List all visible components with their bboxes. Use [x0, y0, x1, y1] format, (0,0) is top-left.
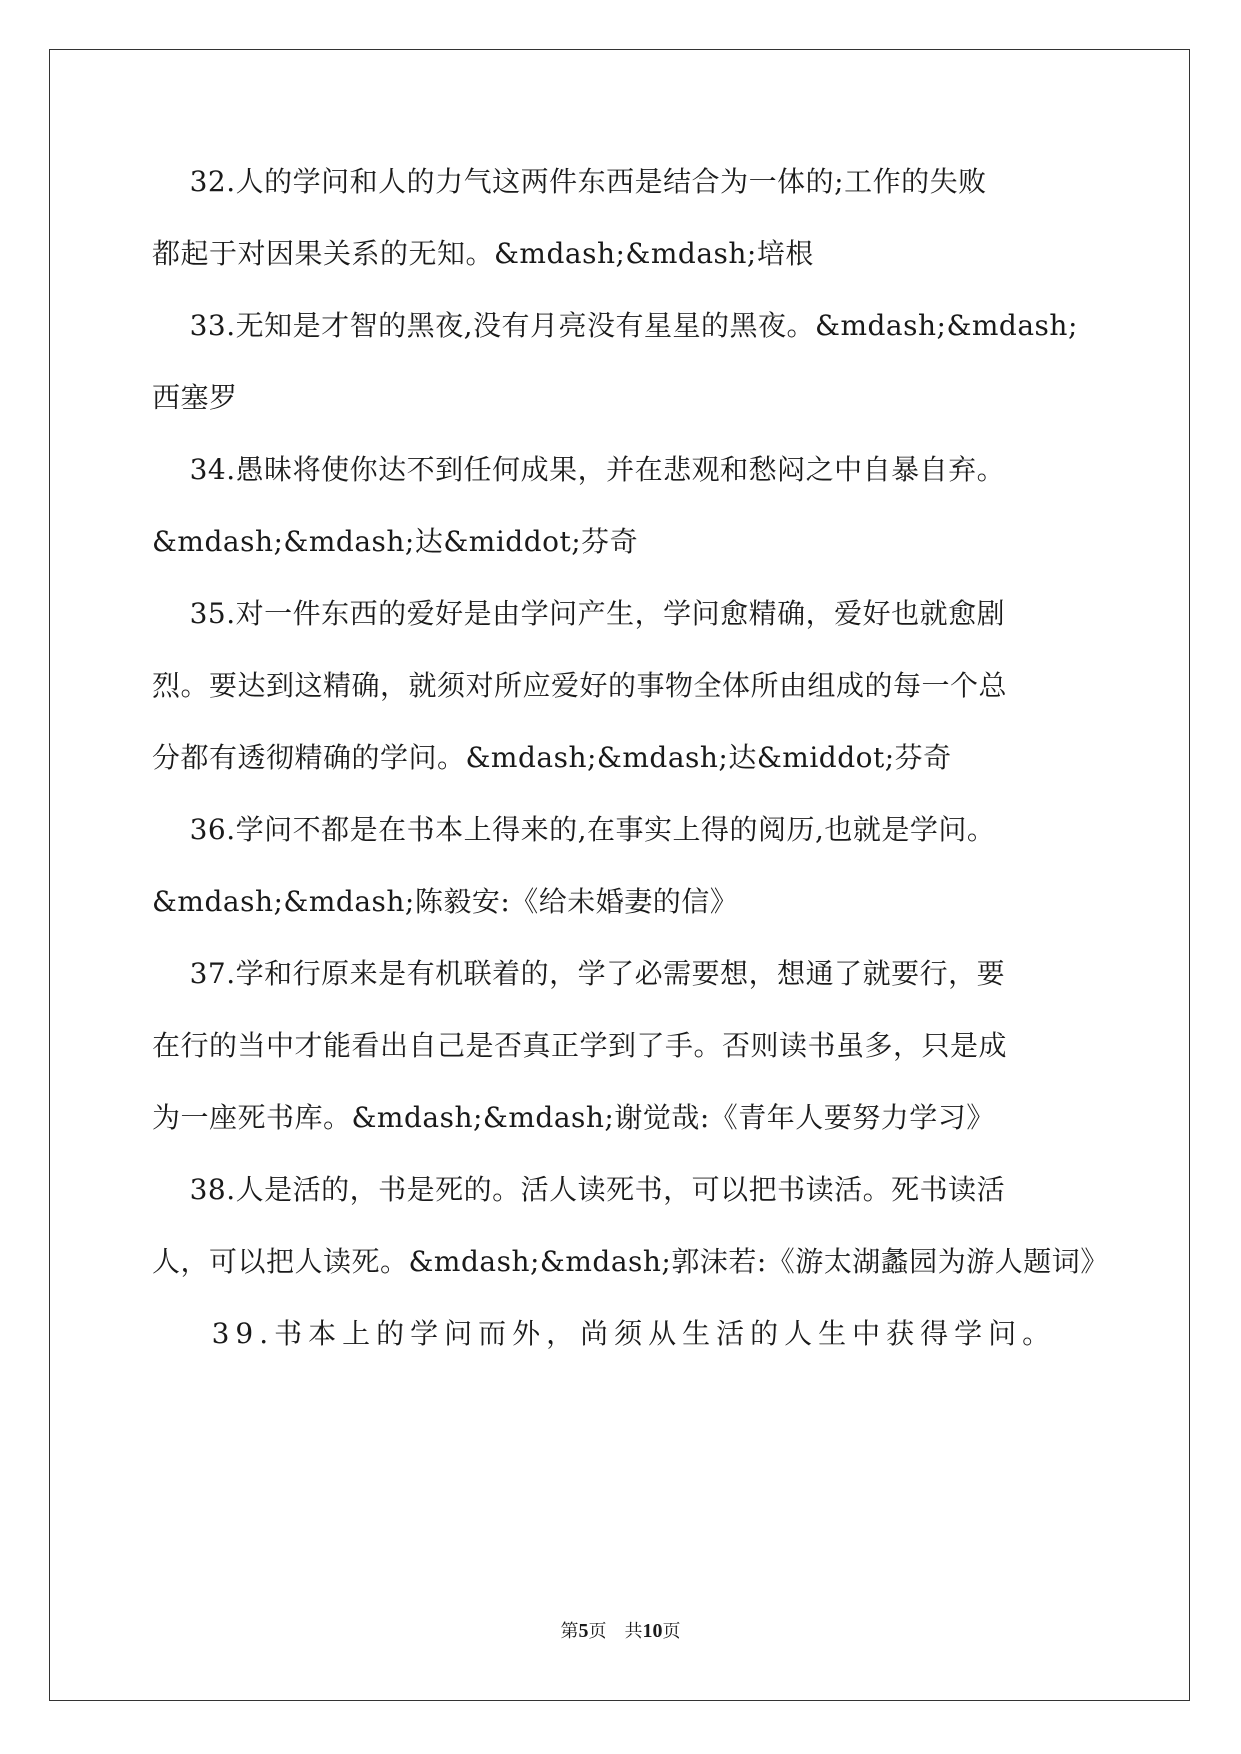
text-line: 在行的当中才能看出自己是否真正学到了手。否则读书虽多，只是成 [152, 1029, 1008, 1062]
text-line: 36.学问不都是在书本上得来的,在事实上得的阅历,也就是学问。 [152, 813, 996, 846]
text-line: 都起于对因果关系的无知。&mdash;&mdash;培根 [152, 237, 814, 270]
text-line: 33.无知是才智的黑夜,没有月亮没有星星的黑夜。&mdash;&mdash; [152, 309, 1078, 342]
text-line: 35.对一件东西的爱好是由学问产生，学问愈精确，爱好也就愈剧 [152, 597, 1006, 630]
text-line: 分都有透彻精确的学问。&mdash;&mdash;达&middot;芬奇 [152, 741, 952, 774]
text-line: &mdash;&mdash;达&middot;芬奇 [152, 525, 639, 558]
text-line: 39.书本上的学问而外，尚须从生活的人生中获得学问。 [152, 1317, 1057, 1350]
footer-page-number: 5 [578, 1620, 589, 1642]
page-border [49, 49, 1190, 1701]
text-line: 烈。要达到这精确，就须对所应爱好的事物全体所由组成的每一个总 [152, 669, 1008, 702]
text-line: 32.人的学问和人的力气这两件东西是结合为一体的;工作的失败 [152, 165, 987, 198]
text-line: 西塞罗 [152, 381, 238, 414]
text-line: 38.人是活的，书是死的。活人读死书，可以把书读活。死书读活 [152, 1173, 1006, 1206]
footer-total-pages: 10 [642, 1620, 663, 1642]
footer-prefix: 第 [560, 1621, 579, 1642]
text-line: &mdash;&mdash;陈毅安:《给未婚妻的信》 [152, 885, 739, 918]
text-line: 人，可以把人读死。&mdash;&mdash;郭沫若:《游太湖蠡园为游人题词》 [152, 1245, 1109, 1278]
footer-middle: 页 共 [588, 1621, 643, 1642]
text-line: 34.愚昧将使你达不到任何成果，并在悲观和愁闷之中自暴自弃。 [152, 453, 1006, 486]
text-line: 为一座死书库。&mdash;&mdash;谢觉哉:《青年人要努力学习》 [152, 1101, 995, 1134]
text-line: 37.学和行原来是有机联着的，学了必需要想，想通了就要行，要 [152, 957, 1006, 990]
footer-suffix: 页 [662, 1621, 681, 1642]
page-footer [0, 1617, 1241, 1643]
